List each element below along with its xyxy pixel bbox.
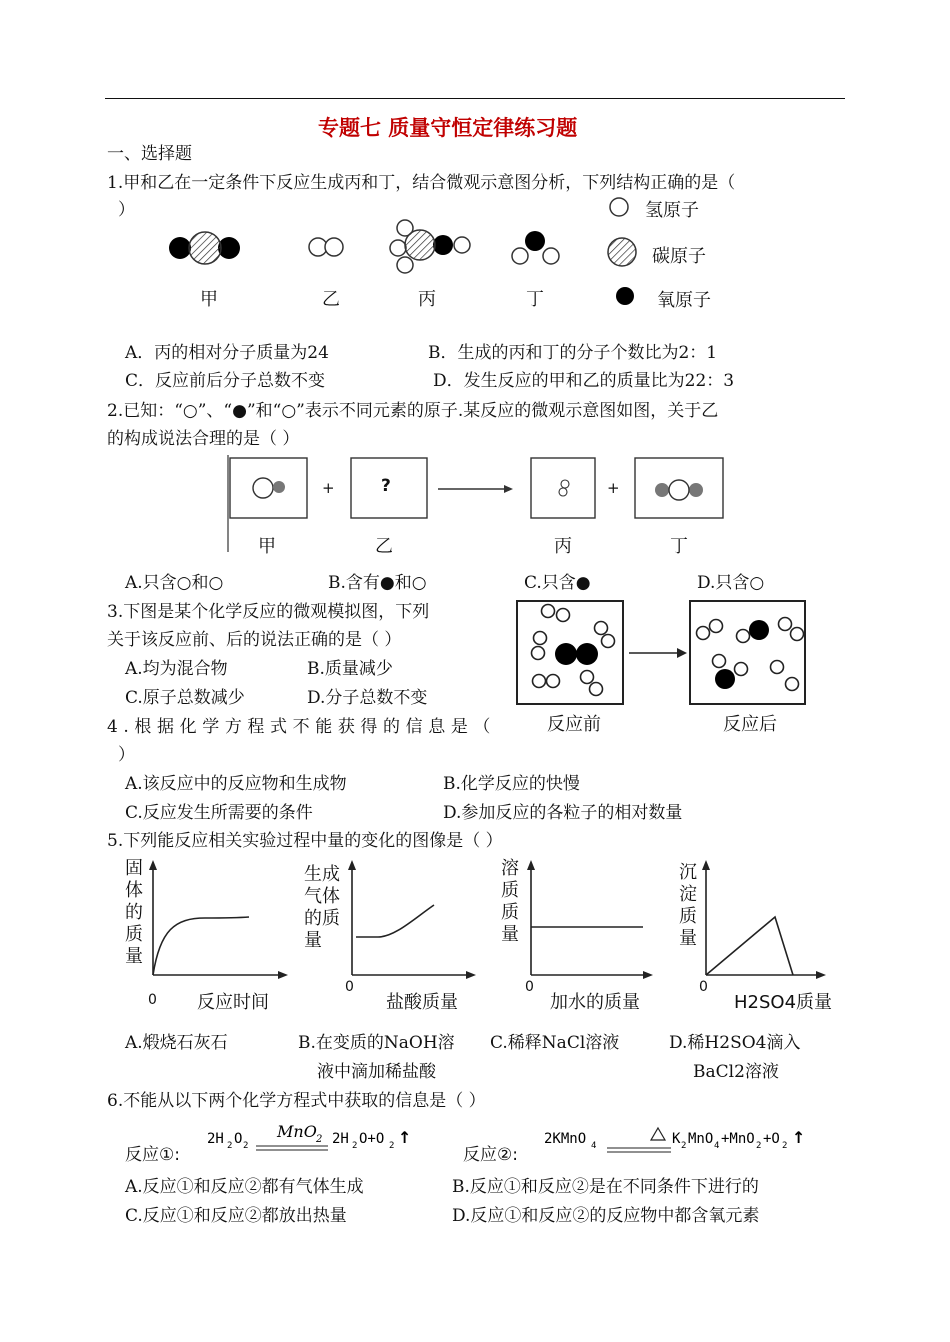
q5-option-c: C.稀释NaCl溶液 (490, 1033, 620, 1053)
q3-label-before: 反应前 (547, 714, 601, 735)
graph-c-origin: 0 (525, 979, 534, 995)
q2-label-ding: 丁 (670, 536, 688, 557)
q1-label-ding: 丁 (526, 289, 544, 310)
q4-stem-line1: 4.根据化学方程式不能获得的信息是（ (107, 717, 497, 737)
q4-option-b: B.化学反应的快慢 (443, 774, 580, 794)
svg-text:2: 2 (316, 1134, 323, 1145)
legend-hydrogen: 氢原子 (645, 200, 699, 221)
q3-option-b: B.质量减少 (307, 659, 393, 679)
svg-text:K: K (672, 1131, 681, 1147)
q2-label-yi: 乙 (375, 536, 393, 557)
q2-stem-line2: 的构成说法合理的是（ ） (107, 429, 300, 449)
q2-option-a: A.只含○和○ (125, 573, 224, 593)
q3-stem-line1: 3.下图是某个化学反应的微观模拟图，下列 (107, 602, 430, 622)
svg-text:O: O (234, 1131, 243, 1147)
q1-stem: 1.甲和乙在一定条件下反应生成丙和丁，结合微观示意图分析，下列结构正确的是（ (107, 173, 736, 193)
q2-unknown-mark: ? (381, 476, 391, 496)
q1-label-bing: 丙 (418, 289, 436, 310)
svg-text:2: 2 (681, 1141, 687, 1151)
svg-text:2: 2 (389, 1141, 395, 1151)
q2-plus-2: + (607, 479, 620, 497)
svg-text:2H: 2H (332, 1131, 349, 1147)
svg-text:2KMnO: 2KMnO (544, 1131, 587, 1147)
q2-option-d: D.只含○ (697, 573, 765, 593)
q3-option-d: D.分子总数不变 (307, 688, 428, 708)
svg-text:2: 2 (227, 1141, 233, 1151)
q4-option-d: D.参加反应的各粒子的相对数量 (443, 803, 683, 823)
svg-text:2: 2 (243, 1141, 249, 1151)
q1-label-jia: 甲 (200, 289, 218, 310)
q4-option-c: C.反应发生所需要的条件 (125, 803, 313, 823)
q6-option-b: B.反应①和反应②是在不同条件下进行的 (452, 1177, 759, 1197)
svg-text:↑: ↑ (792, 1128, 806, 1147)
q3-option-c: C.原子总数减少 (125, 688, 245, 708)
graph-c-xlabel: 加水的质量 (550, 992, 640, 1013)
q2-label-jia: 甲 (258, 536, 276, 557)
q2-label-bing: 丙 (554, 536, 572, 557)
svg-text:+MnO: +MnO (721, 1131, 755, 1147)
graph-a-xlabel: 反应时间 (197, 992, 269, 1013)
q1-option-c: C．反应前后分子总数不变 (125, 371, 326, 391)
svg-text:2: 2 (352, 1141, 358, 1151)
svg-text:+O: +O (763, 1131, 780, 1147)
q5-option-b-line2: 液中滴加稀盐酸 (317, 1062, 436, 1082)
q1-label-yi: 乙 (322, 289, 340, 310)
q3-option-a: A.均为混合物 (125, 659, 228, 679)
graph-c-ylabel: 溶质质量 (501, 858, 519, 945)
q4-stem-line2: ） (118, 745, 135, 765)
q2-stem-line1: 2.已知：“○”、“●”和“○”表示不同元素的原子.某反应的微观示意图如图，关于乙 (107, 401, 719, 421)
graph-b-origin: 0 (345, 979, 354, 995)
graph-a-origin: 0 (148, 992, 157, 1008)
q3-label-after: 反应后 (723, 714, 777, 735)
graph-b-ylabel: 生成气体的质量 (304, 864, 340, 951)
svg-text:MnO: MnO (277, 1122, 317, 1141)
q5-option-d-line2: BaCl2溶液 (693, 1062, 779, 1082)
q5-option-a: A.煅烧石灰石 (125, 1033, 228, 1053)
legend-carbon: 碳原子 (652, 246, 706, 267)
q6-option-a: A.反应①和反应②都有气体生成 (125, 1177, 364, 1197)
q6-reaction1-label: 反应①: (125, 1145, 180, 1165)
graph-d-ylabel: 沉淀质量 (679, 862, 697, 949)
q2-option-c: C.只含● (524, 573, 591, 593)
graph-b-xlabel: 盐酸质量 (386, 992, 458, 1013)
svg-text:MnO: MnO (688, 1131, 714, 1147)
q6-option-c: C.反应①和反应②都放出热量 (125, 1206, 347, 1226)
q2-plus-1: + (322, 479, 335, 497)
q5-option-d-line1: D.稀H2SO4滴入 (669, 1033, 801, 1053)
legend-oxygen: 氧原子 (657, 290, 711, 311)
q5-stem: 5.下列能反应相关实验过程中量的变化的图像是（ ） (107, 831, 503, 851)
q1-option-a: A．丙的相对分子质量为24 (125, 343, 329, 363)
q1-option-d: D．发生反应的甲和乙的质量比为22：3 (433, 371, 735, 391)
q3-stem-line2: 关于该反应前、后的说法正确的是（ ） (107, 630, 402, 650)
q6-stem: 6.不能从以下两个化学方程式中获取的信息是（ ） (107, 1091, 486, 1111)
q6-reaction2-label: 反应②: (463, 1145, 518, 1165)
q2-option-b: B.含有●和○ (328, 573, 427, 593)
q5-option-b-line1: B.在变质的NaOH溶 (298, 1033, 455, 1053)
q6-option-d: D.反应①和反应②的反应物中都含氧元素 (452, 1206, 760, 1226)
q1-option-b: B．生成的丙和丁的分子个数比为2：1 (428, 343, 718, 363)
page-title: 专题七 质量守恒定律练习题 (318, 116, 578, 140)
q4-option-a: A.该反应中的反应物和生成物 (125, 774, 347, 794)
svg-text:4: 4 (714, 1141, 720, 1151)
svg-text:O+O: O+O (359, 1131, 385, 1147)
graph-d-origin: 0 (699, 979, 708, 995)
svg-text:4: 4 (591, 1141, 597, 1151)
svg-text:2H: 2H (207, 1131, 224, 1147)
svg-text:2: 2 (756, 1141, 762, 1151)
svg-text:2: 2 (782, 1141, 788, 1151)
q1-stem-end: ） (118, 200, 135, 220)
graph-d-xlabel: H2SO4质量 (734, 992, 833, 1013)
section-heading: 一、选择题 (107, 144, 192, 164)
graph-a-ylabel: 固体的质量 (125, 858, 143, 967)
svg-text:↑: ↑ (398, 1128, 412, 1147)
